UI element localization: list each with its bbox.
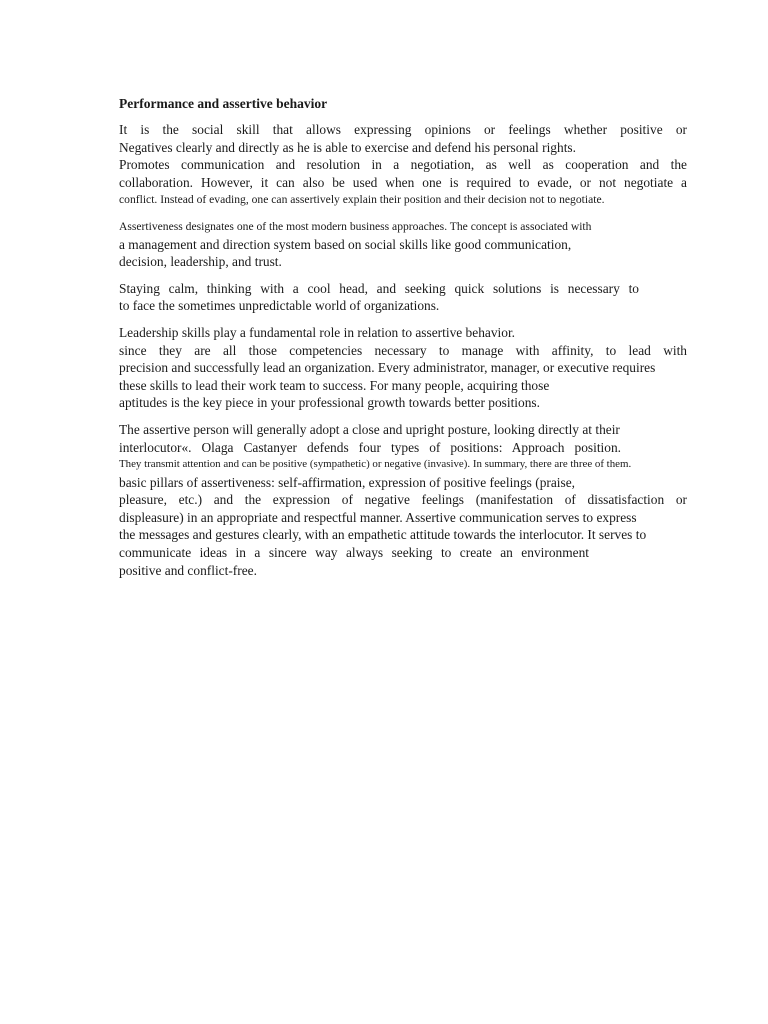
text-line: since they are all those competencies necessary to manage with affinity, to lead with [119,342,687,358]
paragraph [119,218,687,271]
paragraph [119,280,687,315]
text-line: aptitudes is the key piece in your professional growth towards better positions. [119,395,540,411]
document-title: Performance and assertive behavior [119,96,328,111]
document-page [119,94,687,588]
text-line: the messages and gestures clearly, with an empathetic attitude towards the interlocutor. It serves to [119,527,647,543]
text-line: They transmit attention and can be positive (sympathetic) or negative (invasive). In summary, there are three of them. [119,458,632,471]
text-line: a management and direction system based on social skills like good communication, [119,236,572,252]
text-line: conflict. Instead of evading, one can assertively explain their position and their decision not to negotiate. [119,193,605,207]
text-line: displeasure) in an appropriate and respectful manner. Assertive communication serves to express [119,509,637,525]
text-line: Negatives clearly and directly as he is able to exercise and defend his personal rights. [119,139,576,155]
text-line: basic pillars of assertiveness: self-affirmation, expression of positive feelings (praise, [119,474,576,490]
text-line: communicate ideas in a sincere way always seeking to create an environment [119,545,589,561]
text-line: precision and successfully lead an organization. Every administrator, manager, or executive requires [119,360,656,376]
text-line: Staying calm, thinking with a cool head, and seeking quick solutions is necessary to [119,280,639,296]
text-line: decision, leadership, and trust. [119,254,282,270]
document-body [119,121,687,579]
text-line: pleasure, etc.) and the expression of negative feelings (manifestation of dissatisfaction or [119,492,687,508]
text-line: Promotes communication and resolution in a negotiation, as well as cooperation and the [119,157,687,173]
text-line: The assertive person will generally adopt a close and upright posture, looking directly at their [119,421,620,437]
paragraph [119,121,687,209]
text-line: to face the sometimes unpredictable world of organizations. [119,298,440,314]
text-line: these skills to lead their work team to success. For many people, acquiring those [119,377,550,393]
text-line: positive and conflict-free. [119,562,257,578]
text-line: Leadership skills play a fundamental role in relation to assertive behavior. [119,324,516,340]
text-line: collaboration. However, it can also be used when one is required to evade, or not negotiate a [119,174,687,190]
paragraph [119,324,687,412]
text-line: Assertiveness designates one of the most modern business approaches. The concept is associated with [119,219,592,233]
text-line: It is the social skill that allows expressing opinions or feelings whether positive or [119,122,687,137]
paragraph [119,421,687,579]
text-line: interlocutor«. Olaga Castanyer defends four types of positions: Approach position. [119,439,621,455]
